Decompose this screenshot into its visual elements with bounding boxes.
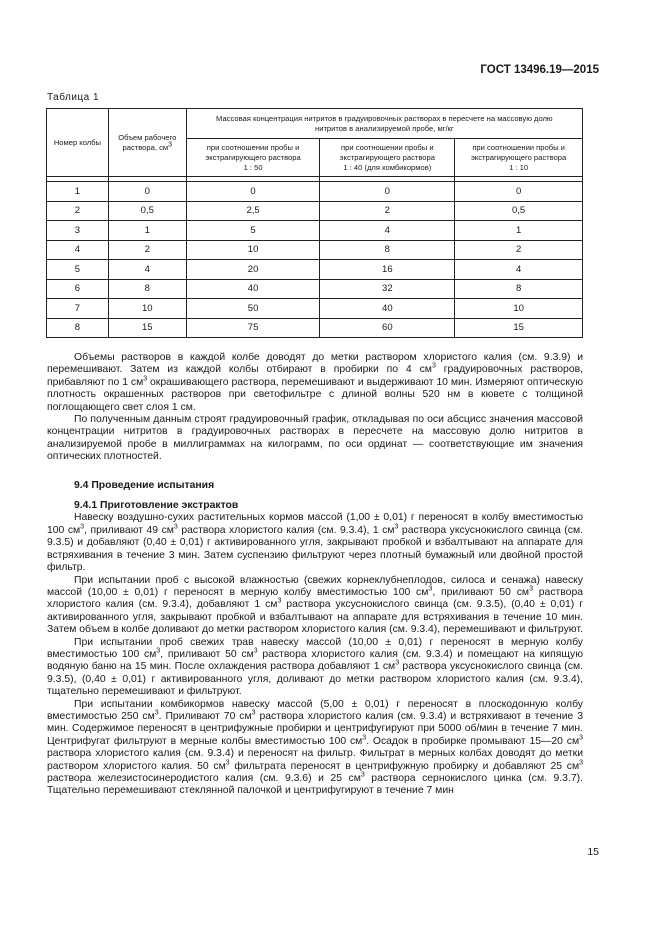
header-working-volume — [108, 109, 186, 177]
text-run: При испытании проб свежих трав навеску массой (10,00 ± 0,01) г переносят в мерную колбу вместимостью 100 см — [47, 636, 583, 660]
text-run: раствора уксуснокислого свинца (см. 9.3.5) и добавляют (0,40 ± 0,01) г активированного угля, закрывают пробкой и взбалтывают на аппарате для встряхивания в течение 3 мин. Затем суспензию фильтруют через плотный бумажный или двойной простой фильтр. — [47, 524, 583, 574]
table-cell: 0 — [108, 182, 186, 202]
superscript: 3 — [277, 597, 282, 605]
superscript: 3 — [225, 759, 230, 767]
superscript: 3 — [431, 362, 436, 370]
subheader-ratio-1-10 — [455, 139, 583, 177]
table-cell: 60 — [320, 318, 455, 338]
text-run: При испытании комбикормов навеску массой (5,00 ± 0,01) г переносят в плоскодонную колбу вместимостью 250 см — [47, 698, 583, 722]
table-row — [47, 221, 583, 241]
table-row — [47, 279, 583, 299]
table-cell: 2 — [47, 201, 109, 221]
subheader-ratio-1-50 — [186, 139, 320, 177]
text-run: градуировочных растворов, прибавляют по 1 см — [47, 364, 583, 388]
unit-exponent: 3 — [168, 140, 173, 148]
header-flask-number: Номер колбы — [47, 109, 109, 177]
table-caption: Таблица 1 — [47, 92, 100, 103]
table-cell: 7 — [47, 299, 109, 319]
text-run: раствора хлористого калия (см. 9.3.4) и переносят на фильтр. Фильтрат в мерных колбах доводят до метки раствором хлористого калия. 50 см — [47, 748, 583, 772]
table-cell: 6 — [47, 279, 109, 299]
table-row — [47, 318, 583, 338]
table-cell: 2 — [108, 240, 186, 260]
superscript: 3 — [395, 659, 400, 667]
table-cell: 50 — [186, 299, 320, 319]
table-cell: 0 — [320, 182, 455, 202]
text-run: . Осадок в пробирке промывают 15—20 см — [366, 735, 580, 747]
subheader-ratio: 1 : 50 — [243, 162, 263, 172]
subheader-ratio: 1 : 40 (для комбикормов) — [343, 162, 432, 172]
table-cell: 10 — [455, 299, 583, 319]
superscript: 3 — [173, 523, 178, 531]
table-cell: 16 — [320, 260, 455, 280]
superscript: 3 — [579, 734, 583, 742]
main-text — [47, 352, 583, 798]
superscript: 3 — [251, 709, 256, 717]
table-row — [47, 299, 583, 319]
text-run: окрашивающего раствора, перемешивают и выдерживают 10 мин. Измеряют оптическую плотность окрашенных растворов при светофильтре с длиной волны 520 нм в кювете с толщиной поглощающего свет слоя 1 см. — [47, 376, 583, 413]
subsection-heading: 9.4.1 Приготовление экстрактов — [74, 500, 239, 512]
text-run: раствора хлористого калия (см. 9.3.4) и помещают на кипящую водяную баню на 15 мин. После охлаждения раствора добавляют 1 см — [47, 648, 583, 673]
table-cell: 75 — [186, 318, 320, 338]
table-cell: 15 — [108, 318, 186, 338]
subheader-text: при соотношении пробы и экстрагирующего раствора — [470, 142, 567, 162]
table-cell: 8 — [47, 318, 109, 338]
superscript: 3 — [529, 585, 533, 593]
superscript: 3 — [579, 759, 583, 767]
superscript: 3 — [143, 375, 148, 383]
paragraph-dry-feed — [47, 512, 583, 574]
text-run: Навеску воздушно-сухих растительных кормов массой (1,00 ± 0,01) г переносят в колбу вместимостью 100 см — [47, 512, 583, 536]
text-run: , приливают 49 см — [84, 524, 174, 536]
superscript: 3 — [362, 734, 367, 742]
table-cell: 1 — [455, 221, 583, 241]
subheader-text: при соотношении пробы и экстрагирующего раствора — [339, 142, 435, 162]
table-cell: 10 — [186, 240, 320, 260]
table-cell: 2 — [455, 240, 583, 260]
table-cell: 1 — [108, 221, 186, 241]
page-number: 15 — [587, 846, 599, 858]
section-heading: 9.4 Проведение испытания — [74, 479, 215, 491]
paragraph-high-moisture — [47, 575, 583, 637]
table-cell: 0,5 — [108, 201, 186, 221]
table-cell: 8 — [108, 279, 186, 299]
table-cell: 2 — [320, 201, 455, 221]
table-cell: 0 — [455, 182, 583, 202]
paragraph-compound-feed — [47, 699, 583, 798]
superscript: 3 — [360, 771, 365, 779]
standard-code: ГОСТ 13496.19—2015 — [480, 64, 599, 76]
table-cell: 20 — [186, 260, 320, 280]
superscript: 3 — [154, 709, 159, 717]
table-cell: 5 — [186, 221, 320, 241]
superscript: 3 — [253, 647, 258, 655]
paragraph-calibration-graph: По полученным данным строят градуировочный график, откладывая по оси абсцисс значения массовой концентрации нитритов в градуировочных растворах в пересчете на массовую долю нитритов в анализируемой пробе в миллиграммах на килограмм, по оси ординат — соответствующие им значения оптических плотностей. — [47, 414, 583, 463]
table-cell: 40 — [186, 279, 320, 299]
text-run: раствора уксуснокислого свинца (см. 9.3.5), (0,40 ± 0,01) г активированного угля, закрывают пробкой и взбалтывают на аппарате для встряхивания в течение 10 мин. Затем объем в колбе доливают до метки раствором хлористого калия (см. 9.3.4), перемешивают и фильтруют. — [47, 599, 583, 636]
table-row — [47, 182, 583, 202]
table-cell: 4 — [320, 221, 455, 241]
table-cell: 10 — [108, 299, 186, 319]
subheader-ratio-1-40 — [320, 139, 455, 177]
text-run: , приливают 50 см — [432, 586, 530, 598]
text-run: При испытании проб с высокой влажностью (свежих корнеклубнеплодов, силоса и сенажа) навеску массой (10,00 ± 0,01) г переносят в мерную колбу вместимостью 100 см — [47, 574, 583, 598]
table-row — [47, 260, 583, 280]
text-run: раствора хлористого калия (см. 9.3.4) и встряхивают в течение 3 мин. Содержимое переносят в центрифужные пробирки и центрифугируют при 5000 об/мин в течение 7 мин. Центрифугат фильтруют в мерные колбы вместимостью 100 см — [47, 710, 583, 747]
table-cell: 8 — [320, 240, 455, 260]
table-cell: 1 — [47, 182, 109, 202]
subheader-ratio: 1 : 10 — [509, 162, 529, 172]
text-run: раствора железистосинеродистого калия (см. 9.3.6) и 25 см — [47, 773, 361, 784]
table-cell: 4 — [108, 260, 186, 280]
table-row — [47, 240, 583, 260]
paragraph-dilution — [47, 352, 583, 414]
table-cell: 32 — [320, 279, 455, 299]
text-run: , приливают 50 см — [160, 648, 254, 660]
text-run: Объемы растворов в каждой колбе доводят до метки раствором хлористого калия (см. 9.3.9) и перемешивают. Затем из каждой колбы отбирают в пробирки по 4 см — [47, 352, 583, 376]
table-cell: 0 — [186, 182, 320, 202]
table-cell: 3 — [47, 221, 109, 241]
text-run: . Приливают 70 см — [158, 710, 252, 722]
table-cell: 2,5 — [186, 201, 320, 221]
paragraph-fresh-grass — [47, 637, 583, 699]
table-cell: 4 — [47, 240, 109, 260]
table-cell: 5 — [47, 260, 109, 280]
calibration-table — [46, 108, 583, 338]
header-volume-unit: см — [159, 142, 169, 152]
superscript: 3 — [80, 523, 85, 531]
table-row — [47, 201, 583, 221]
text-run: раствора хлористого калия (см. 9.3.4), добавляют 1 см — [47, 586, 584, 611]
superscript: 3 — [156, 647, 161, 655]
table-cell: 0,5 — [455, 201, 583, 221]
text-run: раствора уксуснокислого свинца (см. 9.3.5), (0,40 ± 0,01) г активированного угля, доливают до метки раствором хлористого калия (см. 9.3.4), тщательно перемешивают и фильтруют. — [47, 661, 583, 698]
superscript: 3 — [428, 585, 433, 593]
table-cell: 4 — [455, 260, 583, 280]
text-run: раствора хлористого калия (см. 9.3.4), 1 см — [177, 524, 395, 536]
text-run: раствора сернокислого цинка (см. 9.3.7). Тщательно перемешивают стеклянной палочкой и центрифугируют в течение 7 мин — [47, 773, 583, 797]
text-run: фильтрата переносят в центрифужную пробирку и добавляют 25 см — [229, 760, 580, 772]
header-volume-text: Объем рабочего раствора, — [118, 132, 177, 152]
subheader-text: при соотношении пробы и экстрагирующего раствора — [205, 142, 301, 162]
table-cell: 8 — [455, 279, 583, 299]
table-cell: 40 — [320, 299, 455, 319]
table-cell: 15 — [455, 318, 583, 338]
header-concentration: Массовая концентрация нитритов в градуировочных растворах в пересчете на массовую долю нитритов в анализируемой пробе, мг/кг — [186, 109, 582, 139]
superscript: 3 — [394, 523, 399, 531]
